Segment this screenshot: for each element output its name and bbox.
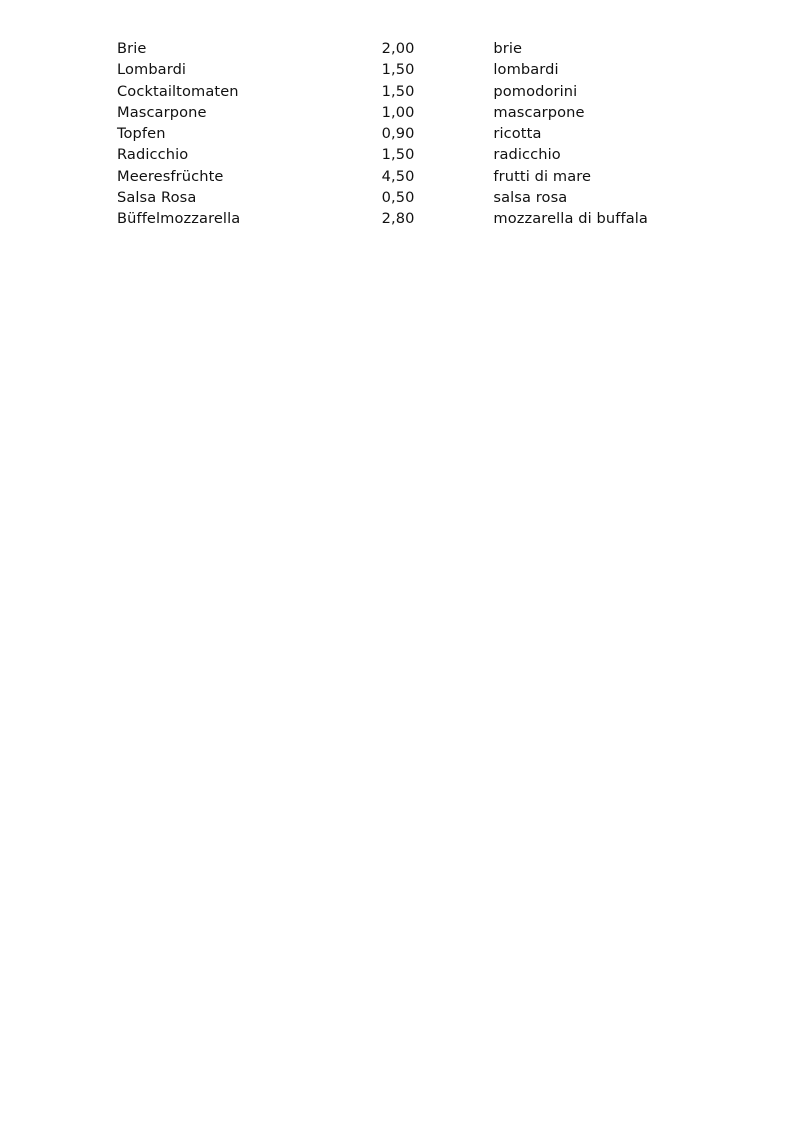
table-row (117, 187, 793, 208)
table-row (117, 208, 793, 229)
table-row (117, 166, 793, 187)
item-price: 2,00 (381, 40, 415, 57)
item-name: Brie (117, 40, 147, 57)
item-name: Meeresfrüchte (117, 167, 224, 185)
table-row (117, 81, 793, 102)
item-price: 2,80 (381, 210, 415, 228)
table-row (117, 59, 793, 80)
item-name: Topfen (117, 125, 166, 143)
item-price: 4,50 (381, 167, 415, 185)
item-name: Cocktailtomaten (117, 82, 239, 100)
item-price: 1,50 (381, 82, 415, 100)
price-list-body (117, 38, 793, 230)
table-row (117, 123, 793, 144)
item-alt-name: salsa rosa (493, 189, 568, 207)
item-price: 0,50 (381, 189, 415, 207)
item-alt-name: ricotta (493, 125, 542, 143)
table-row (117, 144, 793, 165)
item-alt-name: pomodorini (493, 82, 578, 100)
item-alt-name: mozzarella di buffala (493, 210, 648, 228)
item-alt-name: frutti di mare (493, 167, 592, 185)
item-name: Lombardi (117, 61, 187, 79)
item-price: 1,50 (381, 61, 415, 79)
item-alt-name: mascarpone (493, 103, 585, 121)
item-price: 1,50 (381, 146, 415, 164)
item-alt-name: brie (493, 40, 523, 57)
item-name: Radicchio (117, 146, 189, 164)
item-price: 1,00 (381, 103, 415, 121)
price-list-table (117, 38, 793, 230)
table-row (117, 102, 793, 123)
table-row (117, 38, 793, 59)
item-price: 0,90 (381, 125, 415, 143)
item-alt-name: radicchio (493, 146, 561, 164)
item-alt-name: lombardi (493, 61, 559, 79)
item-name: Salsa Rosa (117, 189, 197, 207)
item-name: Mascarpone (117, 103, 207, 121)
item-name: Büffelmozzarella (117, 210, 241, 228)
